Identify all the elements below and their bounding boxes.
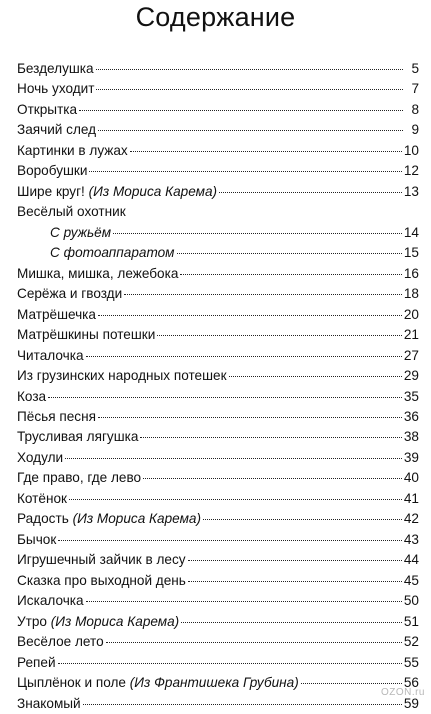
toc-entry [17, 550, 419, 570]
toc-entry-page: 55 [403, 654, 419, 670]
toc-entry [17, 100, 419, 120]
toc-entry-note: (Из Мориса Карема) [50, 613, 180, 629]
toc-entry-title [17, 141, 128, 161]
toc-entry-page: 12 [403, 163, 419, 179]
toc-entry-title [17, 407, 96, 427]
toc-entry-title [17, 653, 56, 673]
dot-leader [98, 417, 402, 418]
dot-leader [65, 458, 402, 459]
dot-leader [86, 356, 402, 357]
toc-entry-title-text: Серёжа и гвозди [17, 286, 123, 302]
toc-entry-title-text: Весёлое лето [17, 634, 104, 650]
dot-leader [124, 294, 402, 295]
toc-entry-page: 50 [403, 593, 419, 609]
toc-entry-page: 41 [403, 490, 419, 506]
toc-entry-title-text: Утро [17, 613, 51, 629]
toc-entry [17, 305, 419, 325]
toc-entry-title-text: Трусливая лягушка [17, 429, 139, 445]
toc-entry [17, 591, 419, 611]
toc-entry-page: 27 [403, 347, 419, 363]
toc-entry [17, 264, 419, 284]
toc-entry [17, 182, 419, 202]
dot-leader [48, 397, 402, 398]
watermark: OZON.ru [380, 687, 425, 698]
dot-leader [113, 233, 402, 234]
toc-entry-title [17, 59, 94, 79]
dot-leader [96, 69, 403, 70]
toc-entry [17, 325, 419, 345]
toc-entry [17, 571, 419, 591]
dot-leader [96, 89, 403, 90]
toc-entry [17, 223, 419, 243]
toc-entry-title-text: Картинки в лужах [17, 142, 128, 158]
toc-entry-note: (Из Франтишека Грубина) [129, 675, 299, 691]
dot-leader [140, 437, 401, 438]
dot-leader [58, 663, 402, 664]
toc-entry [17, 387, 419, 407]
dot-leader [89, 171, 401, 172]
dot-leader [203, 519, 402, 520]
toc-entry-page: 9 [411, 122, 419, 138]
dot-leader [219, 192, 402, 193]
dot-leader [106, 642, 402, 643]
dot-leader [143, 478, 402, 479]
toc-entry-title [17, 182, 217, 202]
dot-leader [229, 376, 402, 377]
dot-leader [58, 540, 402, 541]
toc-entry-title-text: Матрёшкины потешки [17, 327, 156, 343]
toc-entry-title-text: С ружьём [50, 224, 112, 240]
toc-entry [17, 694, 419, 714]
toc-entry-page: 51 [403, 613, 419, 629]
toc-entry-page: 7 [411, 81, 419, 97]
toc-entry [17, 243, 419, 263]
toc-entry-title [17, 223, 111, 243]
dot-leader [98, 315, 402, 316]
toc-entry-page: 42 [403, 511, 419, 527]
toc-entry-page: 21 [403, 327, 419, 343]
dot-leader [181, 622, 402, 623]
toc-entry [17, 346, 419, 366]
dot-leader [188, 581, 402, 582]
toc-entry-title [17, 366, 227, 386]
toc-entry-page: 59 [403, 695, 419, 711]
toc-entry-page: 43 [403, 531, 419, 547]
toc-entry-title-text: Пёсья песня [17, 408, 96, 424]
toc-entry-title [17, 346, 84, 366]
toc-entry [17, 530, 419, 550]
toc-entry [17, 612, 419, 632]
toc-entry-page: 16 [403, 265, 419, 281]
dot-leader [130, 151, 402, 152]
toc-entry-title [17, 161, 87, 181]
toc-entry-page: 39 [403, 449, 419, 465]
dot-leader [177, 253, 402, 254]
toc-entry-title [17, 325, 155, 345]
toc-entry-title [17, 612, 179, 632]
toc-entry-title [17, 305, 96, 325]
toc-entry-title [17, 632, 104, 652]
toc-entry-title [17, 243, 175, 263]
toc-entry-page: 13 [403, 183, 419, 199]
dot-leader [180, 274, 401, 275]
toc-entry [17, 202, 419, 222]
toc-entry-title-text: Заячий след [17, 122, 97, 138]
toc-entry [17, 632, 419, 652]
toc-entry-title [17, 571, 186, 591]
toc-entry-title-text: Безделушка [17, 61, 94, 76]
toc-entry-title [17, 448, 63, 468]
toc-entry-page: 29 [403, 368, 419, 384]
toc-entry-title-text: Ходули [17, 449, 64, 465]
toc-entry-page: 20 [403, 306, 419, 322]
toc-entry [17, 141, 419, 161]
toc-entry [17, 489, 419, 509]
dot-leader [301, 683, 402, 684]
toc-entry-title-text: Репей [17, 654, 56, 670]
dot-leader [157, 335, 402, 336]
toc-entry-page: 15 [403, 245, 419, 261]
toc-entry-title-text: Из грузинских народных потешек [17, 368, 227, 384]
toc-entry [17, 509, 419, 529]
toc-entry [17, 79, 419, 99]
toc-entry-title-text: Знакомый [17, 695, 81, 711]
toc-entry-page: 40 [403, 470, 419, 486]
toc-entry [17, 468, 419, 488]
dot-leader [79, 110, 403, 111]
toc-entry-title-text: Радость [17, 511, 73, 527]
toc-entry-page: 52 [403, 634, 419, 650]
toc-entry-page: 36 [403, 408, 419, 424]
toc-entry-title-text: Цыплёнок и поле [17, 675, 130, 691]
toc-entry-title [17, 387, 46, 407]
toc-entry-title [17, 202, 126, 222]
toc-entry [17, 653, 419, 673]
toc-entry-title-text: Искалочка [17, 593, 84, 609]
dot-leader [188, 560, 402, 561]
toc-entry-page: 5 [411, 61, 419, 76]
toc-entry-title-text: Читалочка [17, 347, 84, 363]
toc-entry-title-text: Воробушки [17, 163, 88, 179]
toc-entry-title [17, 79, 94, 99]
toc-entry-page: 35 [403, 388, 419, 404]
toc-entry-title [17, 591, 84, 611]
table-of-contents [17, 59, 419, 714]
dot-leader [83, 704, 402, 705]
toc-entry-title [17, 284, 122, 304]
toc-entry [17, 284, 419, 304]
toc-entry-title [17, 550, 186, 570]
page-title: Содержание [135, 2, 296, 32]
toc-entry-title-text: Ночь уходит [17, 81, 95, 97]
toc-entry-title-text: Мишка, мишка, лежебока [17, 265, 179, 281]
dot-leader [86, 601, 402, 602]
dot-leader [69, 499, 402, 500]
toc-entry-title [17, 427, 138, 447]
toc-entry-page: 45 [403, 572, 419, 588]
toc-entry-title [17, 530, 56, 550]
toc-entry-title-text: Матрёшечка [17, 306, 96, 322]
toc-entry-title-text: Бычок [17, 531, 57, 547]
toc-entry [17, 448, 419, 468]
toc-entry-page: 56 [403, 675, 419, 691]
toc-entry [17, 407, 419, 427]
toc-entry-title [17, 673, 299, 693]
toc-entry [17, 366, 419, 386]
toc-entry-note: (Из Мориса Карема) [88, 183, 218, 199]
toc-entry-title-text: Где право, где лево [17, 470, 142, 486]
toc-entry [17, 673, 419, 693]
toc-entry [17, 161, 419, 181]
toc-entry [17, 59, 419, 79]
toc-entry-title-text: Весёлый охотник [17, 204, 126, 220]
toc-entry [17, 120, 419, 140]
toc-entry-page: 8 [411, 101, 419, 117]
toc-entry-title [17, 489, 67, 509]
dot-leader [98, 130, 403, 131]
toc-entry-page: 44 [403, 552, 419, 568]
toc-entry-note: (Из Мориса Карема) [72, 511, 201, 527]
toc-entry-title [17, 694, 81, 714]
toc-entry-title-text: С фотоаппаратом [50, 245, 175, 261]
toc-entry-title [17, 264, 178, 284]
toc-entry-title [17, 100, 77, 120]
toc-entry [17, 427, 419, 447]
toc-entry-title-text: Сказка про выходной день [17, 572, 186, 588]
toc-entry-title-text: Игрушечный зайчик в лесу [17, 552, 186, 568]
toc-entry-title [17, 509, 201, 529]
toc-entry-title-text: Открытка [17, 101, 78, 117]
toc-entry-page: 38 [403, 429, 419, 445]
toc-entry-title [17, 120, 96, 140]
toc-entry-page: 18 [403, 286, 419, 302]
toc-entry-title-text: Коза [17, 388, 47, 404]
toc-entry-title [17, 468, 141, 488]
toc-entry-page: 14 [403, 224, 419, 240]
toc-entry-page: 10 [403, 142, 419, 158]
toc-entry-title-text: Шире круг! [17, 183, 89, 199]
toc-entry-title-text: Котёнок [17, 490, 67, 506]
